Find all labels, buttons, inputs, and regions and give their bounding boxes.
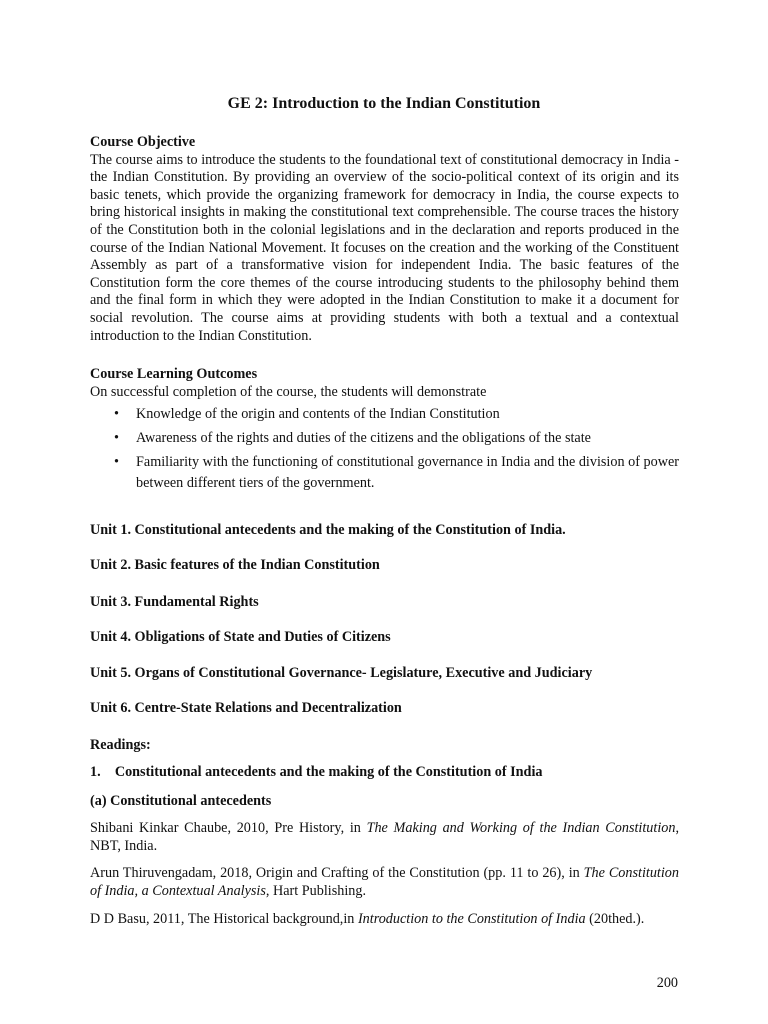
reading-entry: Arun Thiruvengadam, 2018, Origin and Crafting of the Constitution (pp. 11 to 26), in The Constitution of India, a Contextual Analysis, Hart Publishing. [90, 865, 679, 899]
bullet-icon: • [114, 454, 119, 471]
unit-4-heading: Unit 4. Obligations of State and Duties of Citizens [90, 629, 391, 645]
list-item [90, 428, 679, 449]
course-objective-section [90, 134, 679, 345]
learning-outcomes-intro: On successful completion of the course, the students will demonstrate [90, 383, 487, 400]
readings-heading: Readings: [90, 737, 151, 753]
page-number: 200 [656, 975, 678, 991]
bullet-icon: • [114, 406, 119, 423]
book-title: The Making and Working of the Indian Constitution [366, 820, 676, 836]
course-objective-body: The course aims to introduce the students to the foundational text of constitutional democracy in India - the Indian Constitution. By providing an overview of the socio-political context of its origin and its basic tenets, which provide the organizing framework for democracy in India, the course expects to bring historical insights in making the constitutional text comprehensible. The course traces the history of the Constitution both in the colonial legislations and in the declaration and reports produced in the course of the Indian National Movement. It focuses on the creation and the working of the Constituent Assembly as part of a transformative vision for independent India. The basic features of the Constitution form the core themes of the course introducing students to the philosophy behind them and the final form in which they were adopted in the Indian Constitution to make it a document for social revolution. The course aims at providing students with both a textual and a contextual introduction to the Indian Constitution. [90, 151, 679, 344]
unit-3-heading: Unit 3. Fundamental Rights [90, 594, 259, 610]
bullet-icon: • [114, 430, 119, 447]
list-item [90, 404, 679, 425]
unit-2-heading: Unit 2. Basic features of the Indian Constitution [90, 557, 380, 573]
learning-outcomes-section [90, 366, 679, 494]
book-title: The Constitution of India, a Contextual Analysis [90, 865, 679, 899]
readings-subsection-a: (a) Constitutional antecedents [90, 793, 272, 809]
course-objective-heading: Course Objective [90, 134, 196, 150]
list-item-text: Knowledge of the origin and contents of the Indian Constitution [136, 406, 500, 423]
page-title: GE 2: Introduction to the Indian Constitution [227, 95, 541, 112]
learning-outcomes-list [90, 404, 679, 494]
reading-entry: Shibani Kinkar Chaube, 2010, Pre History, in The Making and Working of the Indian Constitution, NBT, India. [90, 820, 679, 854]
list-item [90, 452, 679, 494]
learning-outcomes-heading: Course Learning Outcomes [90, 366, 258, 382]
book-title: Introduction to the Constitution of India [357, 911, 586, 927]
readings-section-1: 1. Constitutional antecedents and the making of the Constitution of India [90, 764, 543, 780]
list-item-text: Familiarity with the functioning of constitutional governance in India and the division of power between different tiers of the government. [136, 454, 679, 492]
unit-5-heading: Unit 5. Organs of Constitutional Governance- Legislature, Executive and Judiciary [90, 665, 593, 681]
unit-6-heading: Unit 6. Centre-State Relations and Decentralization [90, 700, 402, 716]
unit-1-heading: Unit 1. Constitutional antecedents and the making of the Constitution of India. [90, 522, 566, 538]
list-item-text: Awareness of the rights and duties of the citizens and the obligations of the state [136, 430, 591, 447]
reading-entry: D D Basu, 2011, The Historical background,in Introduction to the Constitution of India (20thed.). [90, 911, 645, 927]
